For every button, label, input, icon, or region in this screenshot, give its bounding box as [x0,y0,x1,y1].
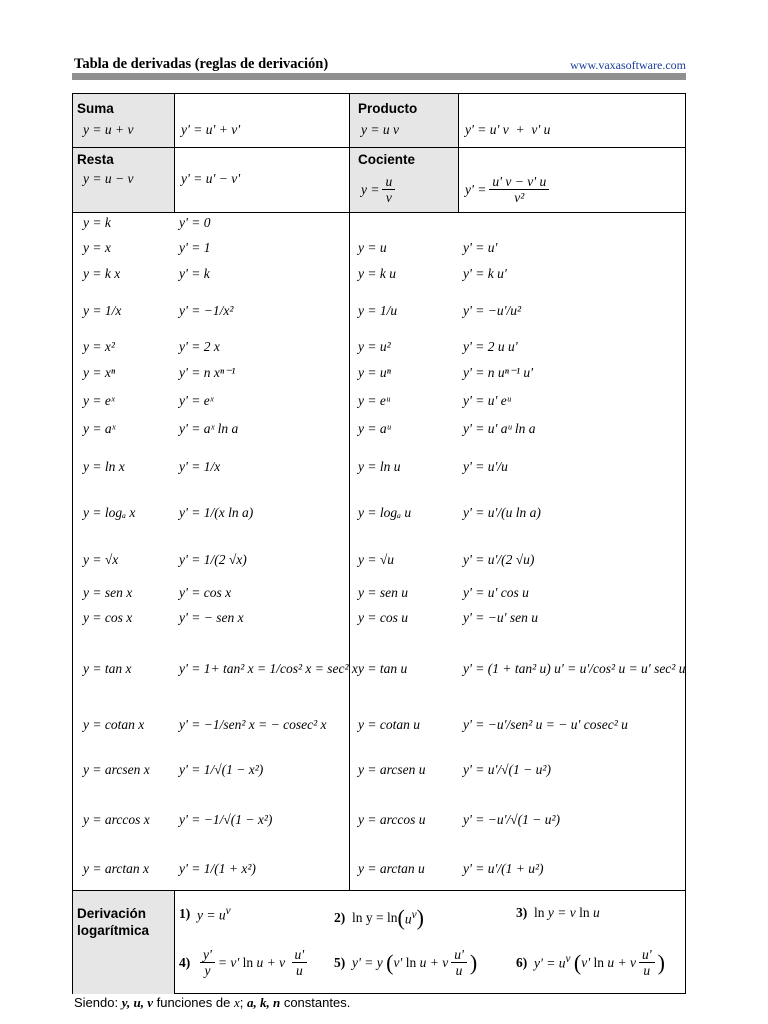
row-9-chain-function: y = ln u [358,459,401,474]
log-formula-1: 1) $y = u^v$ [179,905,231,923]
row-7-chain-derivative: y' = u' eᵘ [463,393,511,408]
header-rule [72,73,686,80]
row-6-function: y = xⁿ [83,365,116,380]
row-17-chain-function: y = arccos u [358,812,426,827]
row-17-chain-derivative: y' = −u'/√(1 − u²) [463,812,561,827]
page-title: Tabla de derivadas (reglas de derivación) [74,56,329,72]
producto-function: y = u v [361,122,399,137]
row-12-function: y = sen x [83,585,133,600]
suma-header: Suma [77,101,114,116]
row-17-derivative: y' = −1/√(1 − x²) [179,812,273,827]
row-4-function: y = 1/x [83,303,122,318]
row-18-chain-function: y = arctan u [358,861,425,876]
derivacion-logaritmica-header: Derivación logarítmica [77,906,150,938]
cociente-header: Cociente [358,152,416,167]
row-15-chain-function: y = cotan u [358,717,420,732]
row-13-derivative: y' = − sen x [179,610,244,625]
row-9-function: y = ln x [83,459,125,474]
row-8-function: y = aˣ [83,421,116,436]
row-7-chain-function: y = eᵘ [358,393,390,408]
log-formula-2: 2) ln y = ln ( $u^v$ ) [334,905,424,930]
row-2-derivative: y' = 1 [179,240,211,255]
row-18-function: y = arctan x [83,861,149,876]
row-13-function: y = cos x [83,610,133,625]
row-12-derivative: y' = cos x [179,585,232,600]
website-link[interactable]: www.vaxasoftware.com [570,58,686,72]
log-formula-6: 6) $y' = u^v$ ( v' ln u + v $\frac{u'}{u}$ ) [516,947,665,978]
row-2-function: y = x [83,240,111,255]
row-3-chain-function: y = k u [358,266,396,281]
row-13-chain-derivative: y' = −u' sen u [463,610,538,625]
row-7-function: y = eˣ [83,393,115,408]
row-8-derivative: y' = aˣ ln a [179,421,239,436]
row-11-chain-derivative: y' = u'/(2 √u) [463,552,535,567]
row-3-chain-derivative: y' = k u' [463,266,507,281]
row-10-function: y = logₐ x [83,505,136,520]
row-15-function: y = cotan x [83,717,145,732]
footer-note: Siendo: y, u, v funciones de x; a, k, n constantes. [74,995,351,1010]
cociente-derivative: y' = $\frac{u' v - v' u}{\text{v²}}$ [465,174,552,205]
row-4-chain-derivative: y' = −u'/u² [463,303,522,318]
row-12-chain-function: y = sen u [358,585,408,600]
row-14-chain-function: y = tan u [358,661,408,676]
row-15-derivative: y' = −1/sen² x = − cosec² x [179,717,327,732]
row-14-derivative: y' = 1+ tan² x = 1/cos² x = sec² x [179,661,358,676]
row-10-chain-function: y = logₐ u [358,505,412,520]
row-4-chain-function: y = 1/u [358,303,398,318]
row-14-function: y = tan x [83,661,132,676]
row-3-function: y = k x [83,266,121,281]
suma-function: y = u + v [83,122,134,137]
row-16-function: y = arcsen x [83,762,150,777]
row-2-chain-derivative: y' = u' [463,240,498,255]
row-6-chain-function: y = uⁿ [358,365,391,380]
suma-derivative: y' = u' + v' [181,122,241,137]
row-10-derivative: y' = 1/(x ln a) [179,505,254,520]
row-9-chain-derivative: y' = u'/u [463,459,508,474]
resta-derivative: y' = u' − v' [181,171,241,186]
derivatives-table [72,93,686,994]
row-16-chain-derivative: y' = u'/√(1 − u²) [463,762,551,777]
log-formula-3: 3) ln y = v ln u [516,905,600,920]
row-17-function: y = arccos x [83,812,150,827]
resta-header: Resta [77,152,114,167]
row-14-chain-derivative: y' = (1 + tan² u) u' = u'/cos² u = u' sec² u [463,661,686,676]
row-16-derivative: y' = 1/√(1 − x²) [179,762,264,777]
row-12-chain-derivative: y' = u' cos u [463,585,529,600]
row-13-chain-function: y = cos u [358,610,408,625]
log-formula-4: 4) $\frac{y'}{y}$ = v' ln u + v $\frac{u'}{u}$ [179,947,310,978]
row-5-derivative: y' = 2 x [179,339,220,354]
row-5-chain-function: y = u² [358,339,391,354]
cociente-function: y = $\frac{u}{v}$ [361,174,398,205]
row-11-function: y = √x [83,552,119,567]
row-4-derivative: y' = −1/x² [179,303,234,318]
row-8-chain-derivative: y' = u' aᵘ ln a [463,421,536,436]
row-11-chain-function: y = √u [358,552,395,567]
row-15-chain-derivative: y' = −u'/sen² u = − u' cosec² u [463,717,628,732]
row-18-derivative: y' = 1/(1 + x²) [179,861,256,876]
row-18-chain-derivative: y' = u'/(1 + u²) [463,861,544,876]
row-5-function: y = x² [83,339,115,354]
row-1-function: y = k [83,215,111,230]
row-1-derivative: y' = 0 [179,215,211,230]
log-formula-5: 5) y' = y ( v' ln u + v $\frac{u'}{u}$ ) [334,947,478,978]
row-16-chain-function: y = arcsen u [358,762,426,777]
row-5-chain-derivative: y' = 2 u u' [463,339,518,354]
row-9-derivative: y' = 1/x [179,459,221,474]
row-10-chain-derivative: y' = u'/(u ln a) [463,505,541,520]
producto-header: Producto [358,101,418,116]
row-8-chain-function: y = aᵘ [358,421,391,436]
row-2-chain-function: y = u [358,240,387,255]
resta-function: y = u − v [83,171,134,186]
producto-derivative: y' = u' v + v' u [465,122,551,137]
row-3-derivative: y' = k [179,266,210,281]
row-6-derivative: y' = n xⁿ⁻¹ [179,365,236,380]
row-11-derivative: y' = 1/(2 √x) [179,552,247,567]
row-7-derivative: y' = eˣ [179,393,214,408]
row-6-chain-derivative: y' = n uⁿ⁻¹ u' [463,365,534,380]
